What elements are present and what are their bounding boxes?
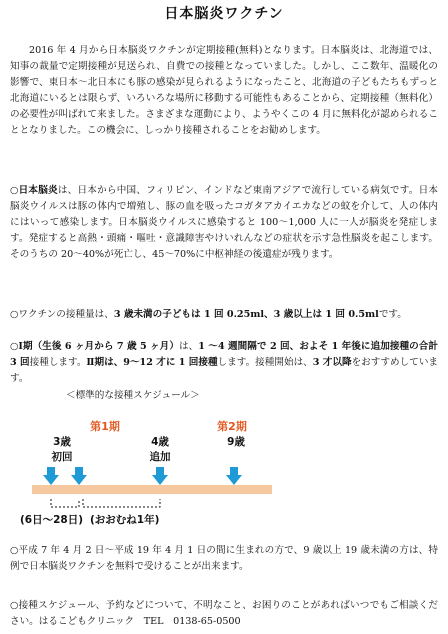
free-eligibility-note: ○平成 7 年 4 月 2 日～平成 19 年 4 月 1 日の間に生まれの方で、9 歳以上 19 歳未満の方は、特例で日本脳炎ワクチンを無料で受けることが出来ます。	[10, 545, 438, 572]
schedule-period2: Ⅱ期は、9～12 才に 1 回接種	[86, 357, 218, 368]
interval-bracket	[40, 498, 170, 510]
schedule-text-3: 接種します。	[29, 357, 87, 368]
interval-range-2: (おおむね1年)	[90, 514, 160, 526]
intro-paragraph: 2016 年 4 月から日本脳炎ワクチンが定期接種(無料)となります。日本脳炎は、北海道では、知事の裁量で定期接種が見送られ、自費での接種となっていました。しかし、ここ数年、温暖化の影響で、東日本～北日本にも豚の感染が見られるようになったこと、北海道の子どもたちもずっと北海道にいるとは限らず、いろいろな場所に移動する可能性もあることから、定期接種（無料化）の必要性が叫ばれて来ました。さまざまな運動により、ようやくこの 4 月に無料化が認められることとなりました。この機会に、しっかり接種されることをお勧めします。	[10, 45, 438, 136]
dose2-arrow-icon	[71, 467, 87, 485]
dose3-age: 4歳	[151, 436, 169, 448]
dose1-label: 初回	[51, 451, 73, 463]
dose1-arrow-icon	[43, 467, 59, 485]
dose1-age: 3歳	[53, 436, 71, 448]
schedule-paragraph	[10, 339, 438, 387]
disease-paragraph	[10, 183, 438, 263]
dose4-arrow-icon	[226, 467, 242, 485]
schedule-text-5: をおすすめしています。	[10, 357, 439, 384]
schedule-text-1: ○	[10, 341, 19, 352]
schedule-caption: ＜標準的な接種スケジュール＞	[66, 390, 200, 401]
period1-label: 第1期	[90, 420, 120, 433]
dose-text-2: です。	[378, 309, 407, 320]
dose3-arrow-icon	[152, 467, 168, 485]
dose-text-1: ○ワクチンの接種量は、	[10, 309, 114, 320]
bullet-marker: ○	[10, 185, 19, 196]
contact-note: ○接種スケジュール、予約などについて、不明なこと、お困りのことがあればいつでもご相談ください。はるこどもクリニック TEL 0138-65-0500	[10, 600, 438, 627]
schedule-interval: 1 ～4 週間隔で 2 回、およそ 1 年後に追加接種の合計 3 回	[10, 341, 438, 368]
dose-paragraph	[10, 307, 438, 323]
schedule-text-4: します。接種開始は、	[217, 357, 313, 368]
schedule-start-age: 3 才以降	[312, 357, 352, 368]
schedule-timeline-bar	[32, 485, 272, 494]
dose3-label: 追加	[149, 451, 171, 463]
disease-description: は、日本から中国、フィリピン、インドなど東南アジアで流行している病気です。日本脳炎ウイルスは豚の体内で増殖し、豚の血を吸ったコガタアカイエカなどの蚊を介して、人の体内にはいって感染します。日本脳炎ウイルスに感染すると 100～1,000 人に一人が脳炎を発症します。発症すると高熱・頭痛・嘔吐・意識障害やけいれんなどの症状を示す急性脳炎を起こします。そのうちの 20～40%が死亡し、45～70%に中枢神経の後遺症が残ります。	[10, 185, 438, 260]
dose4-age: 9歳	[227, 436, 245, 448]
interval-range-1: (6日～28日)	[20, 514, 84, 526]
schedule-text-2: は、	[178, 341, 199, 352]
period2-label: 第2期	[217, 420, 247, 433]
page-title: 日本脳炎ワクチン	[164, 6, 284, 22]
disease-name: 日本脳炎	[18, 185, 58, 196]
dose-amount: 3 歳未満の子どもは 1 回 0.25ml、3 歳以上は 1 回 0.5ml	[113, 309, 379, 320]
schedule-period1: Ⅰ期（生後 6 ヶ月から 7 歳 5 ヶ月）	[18, 341, 179, 352]
